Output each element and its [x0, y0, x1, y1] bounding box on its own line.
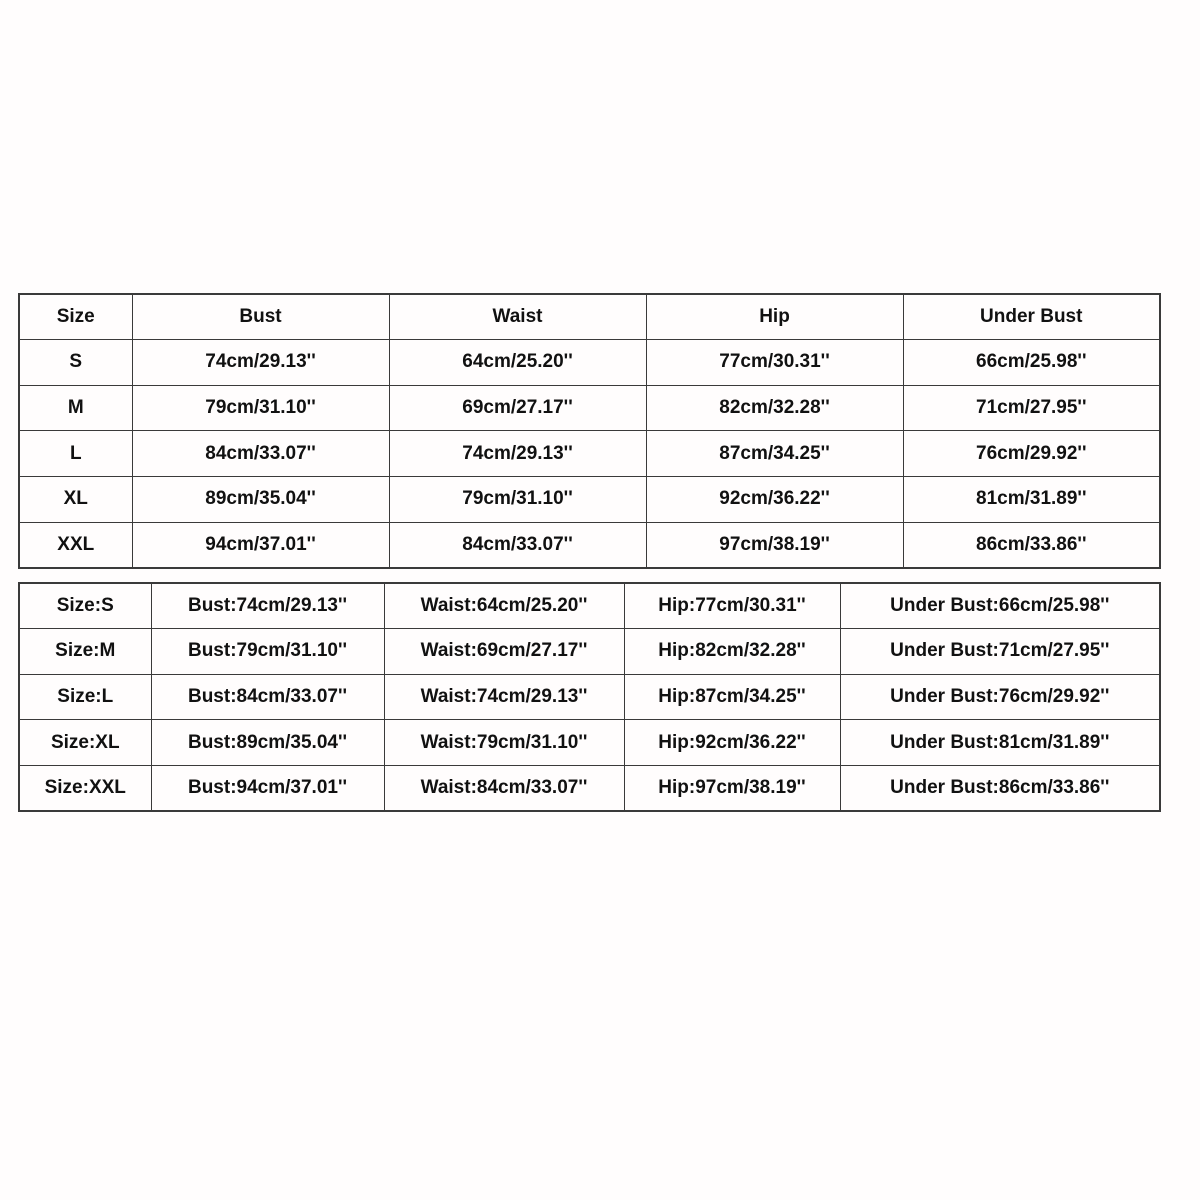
under-bust-cell: Under Bust:86cm/33.86'': [840, 765, 1160, 811]
hip-cell: Hip:87cm/34.25'': [624, 674, 840, 720]
under-bust-cell: 86cm/33.86'': [903, 522, 1160, 568]
under-bust-cell: Under Bust:71cm/27.95'': [840, 629, 1160, 675]
waist-cell: 69cm/27.17'': [389, 385, 646, 431]
table-row: [19, 674, 1160, 720]
hip-cell: 77cm/30.31'': [646, 340, 903, 386]
size-list-table: [18, 582, 1161, 812]
size-cell: L: [19, 431, 132, 477]
header-cell-bust: Bust: [132, 294, 389, 340]
hip-cell: 97cm/38.19'': [646, 522, 903, 568]
size-cell: Size:L: [19, 674, 151, 720]
size-cell: M: [19, 385, 132, 431]
hip-cell: Hip:92cm/36.22'': [624, 720, 840, 766]
bust-cell: Bust:89cm/35.04'': [151, 720, 384, 766]
header-cell-waist: Waist: [389, 294, 646, 340]
bust-cell: 79cm/31.10'': [132, 385, 389, 431]
table-row: [19, 629, 1160, 675]
table-row: [19, 765, 1160, 811]
hip-cell: Hip:77cm/30.31'': [624, 583, 840, 629]
size-cell: XXL: [19, 522, 132, 568]
under-bust-cell: 71cm/27.95'': [903, 385, 1160, 431]
table-row: [19, 340, 1160, 386]
table-header-row: [19, 294, 1160, 340]
size-cell: S: [19, 340, 132, 386]
under-bust-cell: Under Bust:66cm/25.98'': [840, 583, 1160, 629]
size-cell: Size:S: [19, 583, 151, 629]
waist-cell: 64cm/25.20'': [389, 340, 646, 386]
under-bust-cell: Under Bust:76cm/29.92'': [840, 674, 1160, 720]
size-cell: XL: [19, 477, 132, 523]
table-row: [19, 522, 1160, 568]
size-cell: Size:M: [19, 629, 151, 675]
waist-cell: 84cm/33.07'': [389, 522, 646, 568]
size-cell: Size:XXL: [19, 765, 151, 811]
table-row: [19, 583, 1160, 629]
size-cell: Size:XL: [19, 720, 151, 766]
table-row: [19, 385, 1160, 431]
waist-cell: 79cm/31.10'': [389, 477, 646, 523]
hip-cell: 87cm/34.25'': [646, 431, 903, 477]
hip-cell: Hip:97cm/38.19'': [624, 765, 840, 811]
header-cell-under-bust: Under Bust: [903, 294, 1160, 340]
bust-cell: 89cm/35.04'': [132, 477, 389, 523]
under-bust-cell: 66cm/25.98'': [903, 340, 1160, 386]
under-bust-cell: 81cm/31.89'': [903, 477, 1160, 523]
hip-cell: 82cm/32.28'': [646, 385, 903, 431]
bust-cell: Bust:74cm/29.13'': [151, 583, 384, 629]
waist-cell: Waist:64cm/25.20'': [384, 583, 624, 629]
waist-cell: Waist:84cm/33.07'': [384, 765, 624, 811]
size-chart-table: [18, 293, 1161, 569]
header-cell-size: Size: [19, 294, 132, 340]
waist-cell: Waist:69cm/27.17'': [384, 629, 624, 675]
hip-cell: 92cm/36.22'': [646, 477, 903, 523]
bust-cell: Bust:94cm/37.01'': [151, 765, 384, 811]
waist-cell: Waist:79cm/31.10'': [384, 720, 624, 766]
table-row: [19, 431, 1160, 477]
table-row: [19, 477, 1160, 523]
bust-cell: 84cm/33.07'': [132, 431, 389, 477]
under-bust-cell: Under Bust:81cm/31.89'': [840, 720, 1160, 766]
bust-cell: 94cm/37.01'': [132, 522, 389, 568]
bust-cell: Bust:79cm/31.10'': [151, 629, 384, 675]
hip-cell: Hip:82cm/32.28'': [624, 629, 840, 675]
bust-cell: Bust:84cm/33.07'': [151, 674, 384, 720]
header-cell-hip: Hip: [646, 294, 903, 340]
waist-cell: Waist:74cm/29.13'': [384, 674, 624, 720]
table-row: [19, 720, 1160, 766]
under-bust-cell: 76cm/29.92'': [903, 431, 1160, 477]
bust-cell: 74cm/29.13'': [132, 340, 389, 386]
waist-cell: 74cm/29.13'': [389, 431, 646, 477]
